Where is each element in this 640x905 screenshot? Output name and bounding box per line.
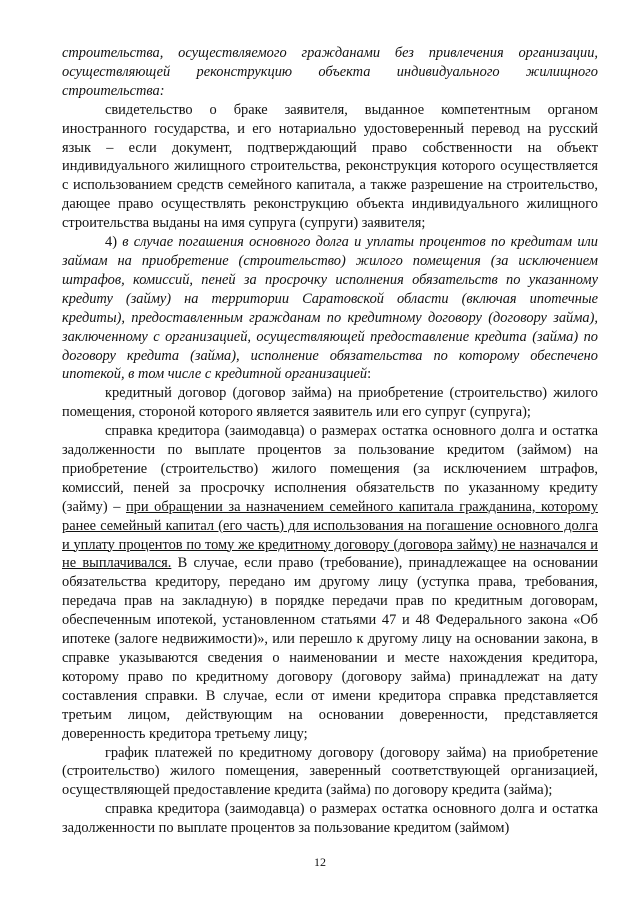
document-body bbox=[62, 44, 598, 838]
paragraph-2-run-1: свидетельство о браке заявителя, выданное компетентным органом иностранного государства, и его нотариально удостоверенный перевод на русский язык – если документ, подтверждающий право собственности на объект индивидуального жилищного строительства, реконструкция которого осуществляется с использованием средств семейного капитала, а также разрешение на строительство, дающее право осуществлять реконструкцию объекта индивидуального жилищного строительства выданы на имя супруга (супруги) заявителя; bbox=[62, 101, 598, 232]
page-number: 12 bbox=[314, 855, 326, 869]
paragraph-3 bbox=[62, 233, 598, 384]
paragraph-6-run-1: график платежей по кредитному договору (договору займа) на приобретение (строительство) жилого помещения, заверенный соответствующей организацией, осуществляющей предоставление кредита (займа) по договору кредита (займа); bbox=[62, 744, 598, 799]
paragraph-4 bbox=[62, 384, 598, 422]
paragraph-4-run-1: кредитный договор (договор займа) на приобретение (строительство) жилого помещения, стороной которого является заявитель или его супруг (супруга); bbox=[62, 385, 598, 421]
paragraph-5 bbox=[62, 422, 598, 743]
paragraph-3-run-1: 4) bbox=[105, 234, 123, 251]
paragraph-1-run-1: строительства, осуществляемого гражданами без привлечения организации, осуществляющей реконструкцию объекта индивидуального жилищного строительства: bbox=[62, 45, 598, 99]
paragraph-1 bbox=[62, 44, 598, 101]
paragraph-7 bbox=[62, 800, 598, 838]
paragraph-5-run-2: при обращении за назначением семейного капитала гражданина, которому ранее семейный капитал (его часть) для использования на погашение основного долга и уплату процентов по тому же кредитному договору (договора займу) не назначался и не выплачивался. bbox=[62, 498, 598, 572]
paragraph-5-run-3: В случае, если право (требование), принадлежащее на основании обязательства кредитору, передано им другому лицу (уступка права, требования, передача прав на закладную) в порядке передачи прав по кредитным договорам, обеспеченным ипотекой, установленном статьями 47 и 48 Федерального закона «Об ипотеке (залоге недвижимости)», или перешло к другому лицу на основании закона, в справке указываются сведения о наименовании и месте нахождения кредитора, которому право по кредитному договору (договору займа) принадлежат на дату составления справки. В случае, если от имени кредитора справка представляется третьим лицом, действующим на основании доверенности, представляется доверенность кредитора третьему лицу; bbox=[62, 555, 598, 742]
paragraph-5-run-1: справка кредитора (заимодавца) о размерах остатка основного долга и остатка задолженности по выплате процентов за пользование кредитом (займом) на приобретение (строительство) жилого помещения (за исключением штрафов, комиссий, пеней за просрочку исполнения обязательств по указанному кредиту (займу) – bbox=[62, 423, 598, 515]
paragraph-7-run-1: справка кредитора (заимодавца) о размерах остатка основного долга и остатка задолженности по выплате процентов за пользование кредитом (займом) bbox=[62, 801, 598, 837]
paragraph-3-run-3: : bbox=[367, 366, 372, 383]
paragraph-2 bbox=[62, 101, 598, 233]
paragraph-6 bbox=[62, 744, 598, 801]
paragraph-3-run-2: в случае погашения основного долга и уплаты процентов по кредитам или займам на приобретение (строительство) жилого помещения (за исключением штрафов, комиссий, пеней за просрочку исполнения обязательств по указанному кредиту (займу) на территории Саратовской области (включая ипотечные кредиты), предоставленным гражданам по кредитному договору (договору займа), заключенному с организацией, осуществляющей предоставление кредита (займа) по договору кредита (займа), исполнение обязательства по которому обеспечено ипотекой, в том числе с кредитной организацией bbox=[62, 234, 598, 383]
